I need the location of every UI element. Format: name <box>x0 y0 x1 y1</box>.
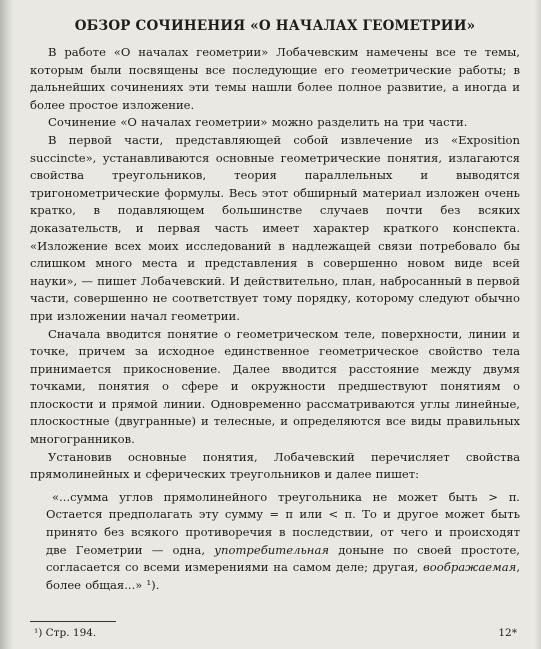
quote-emphasis-1: употребительная <box>214 542 330 557</box>
paragraph-2: Сочинение «О началах геометрии» можно разделить на три части. <box>48 115 468 130</box>
quotation <box>30 489 520 595</box>
scan-left-edge <box>0 0 14 649</box>
quote-text-1: «...сумма углов прямолинейного треугольника не может быть > π. Остается предполагать эту сумму = π или < π. То и другое может быть принято без всякого противоречия в последствии, от чего и происходят две Геометрии — одна, <box>46 489 520 557</box>
page-title: ОБЗОР СОЧИНЕНИЯ «О НАЧАЛАХ ГЕОМЕТРИИ» <box>74 18 476 34</box>
paragraph-4: Сначала вводится понятие о геометрическом теле, поверхности, линии и точке, причем за исходное единственное геометрическое свойство тела принимается прикосновение. Далее вводится расстояние между двумя точками, понятия о сфере и окружности предшествуют понятиям о плоскости и прямой линии. Одновременно рассматриваются углы линейные, плоскостные (двугранные) и телесные, и определяются все виды правильных многогранников. <box>30 326 520 447</box>
page-number: 12* <box>498 627 517 639</box>
quote-emphasis-2: воображаемая <box>423 560 517 575</box>
footnote: ¹) Стр. 194. <box>34 627 97 639</box>
paragraph-3: В первой части, представляющей собой извлечение из «Exposition succincte», устанавливаются основные геометрические понятия, излагаются свойства треугольников, теория параллельных и выводятся тригонометрические формулы. Весь этот обширный материал изложен очень кратко, в подавляющем большинстве случаев почти без всяких доказательств, и первая часть имеет характер краткого конспекта. «Изложение всех моих исследований в надлежащей связи потребовало бы слишком много места и представления в совершенно новом виде всей науки», — пишет Лобачевский. И действительно, план, набросанный в первой части, совершенно не соответствует тому порядку, которому следуют обычно при изложении начал геометрии. <box>30 132 520 323</box>
quote-text-3: , более общая...» ¹). <box>46 560 520 592</box>
body-text <box>30 44 520 594</box>
paragraph-1: В работе «О началах геометрии» Лобачевским намечены все те темы, которым были посвящены все последующие его геометрические работы; в дальнейших сочинениях эти темы нашли более полное развитие, а иногда и более простое изложение. <box>30 45 520 112</box>
quote-text-2: доныне по своей простоте, согласается со всеми измерениями на самом деле; другая, <box>46 542 520 575</box>
footnote-rule <box>30 621 116 622</box>
scan-right-edge <box>535 0 541 649</box>
page-content <box>30 18 520 594</box>
paragraph-5: Установив основные понятия, Лобачевский перечисляет свойства прямолинейных и сферических треугольников и далее пишет: <box>30 449 520 482</box>
